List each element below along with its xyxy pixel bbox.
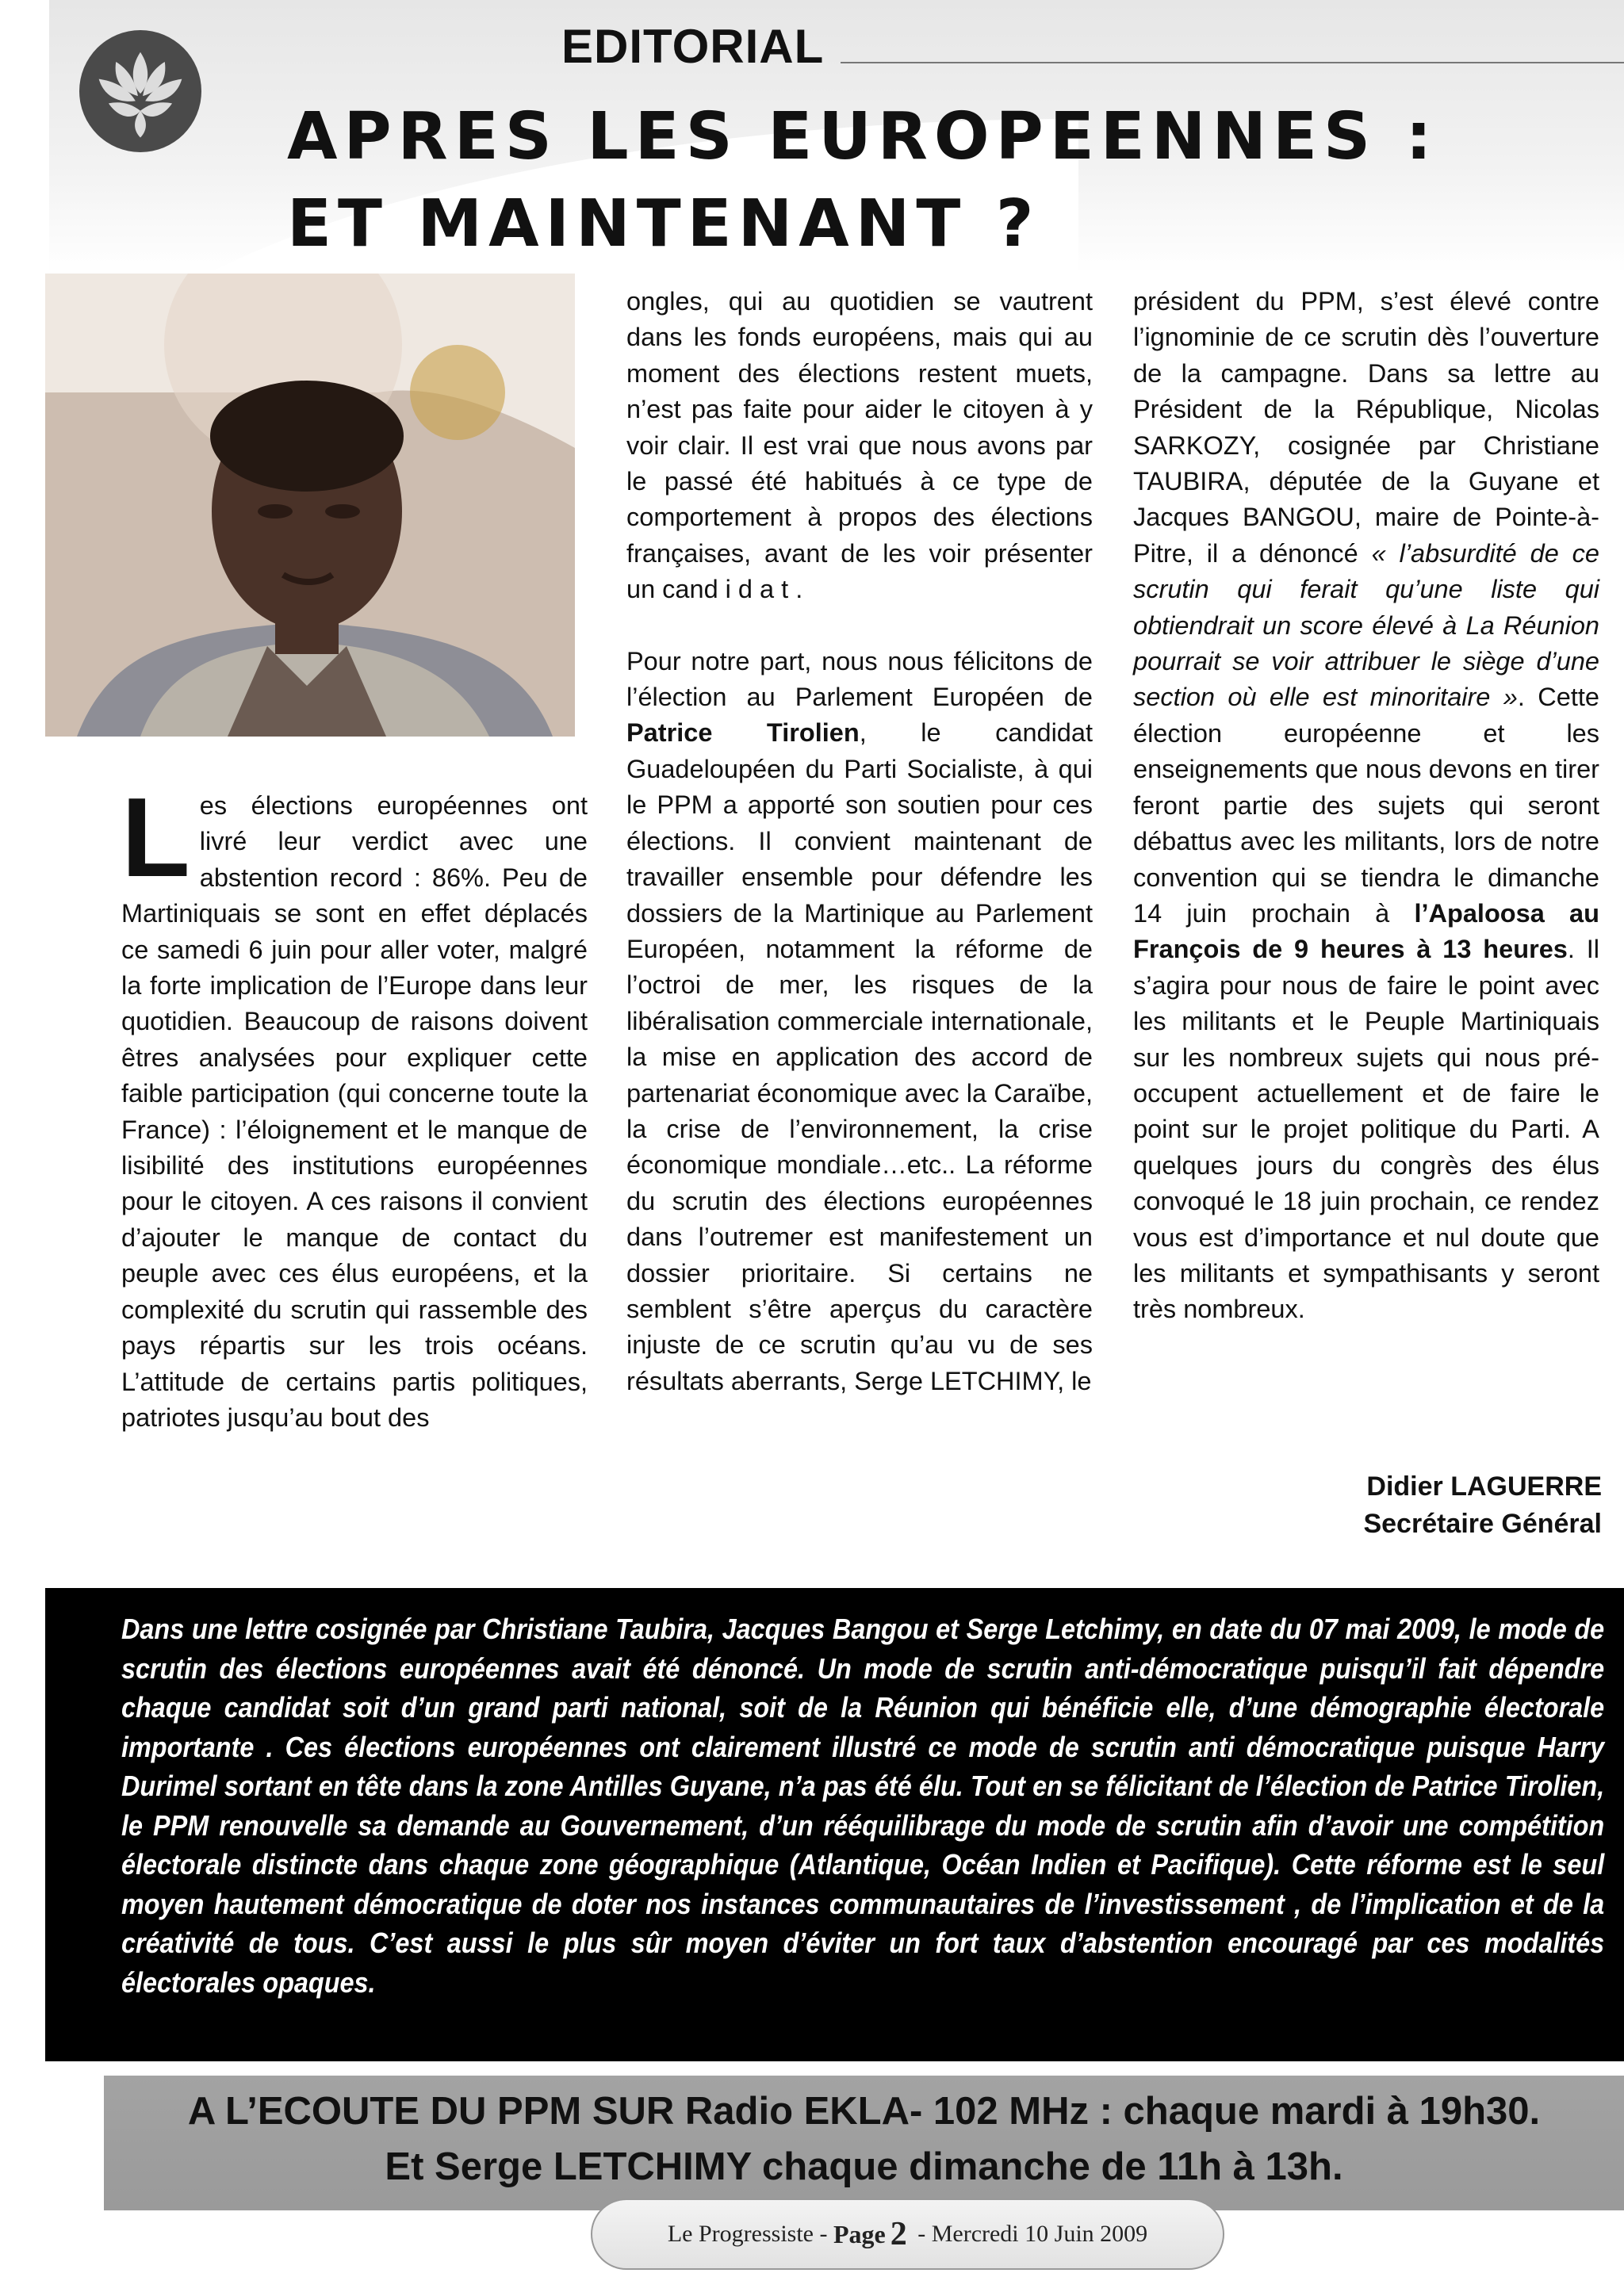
article-text: Pour notre part, nous nous félicitons de l’élection au Parlement Européen de	[626, 646, 1093, 712]
article-paragraph	[626, 644, 1093, 1400]
article-text: es élections européennes ont livré leur verdict avec une abstention record : 86%. Peu de Martiniquais se sont en effet déplacés ce samedi 6 juin pour aller voter, malgré la forte implication de l’Europe dans leur quotidien. Beaucoup de raisons doivent êtres analysées pour expliquer cette faible participation (qui concerne toute la France) : l’éloignement et le manque de lisibilité des institutions européennes pour le citoyen. A ces raisons il convient d’ajouter le manque de contact du peuple avec ces élus européens, et la complexité du scrutin qui rassemble des pays répartis sur les trois océans. L’attitude de certains partis politiques, patriotes jusqu’au bout des	[121, 791, 588, 1432]
highlight-box-text: Dans une lettre cosignée par Christiane Taubira, Jacques Bangou et Serge Letchimy, en date du 07 mai 2009, le mode de scrutin des élections européennes avait été dénoncé. Un mode de scrutin anti-démocratique puisqu’il fait dépendre chaque candidat soit d’un grand parti national, soit de la Réunion qui bénéficie elle, d’une démographie électorale importante . Ces élections européennes ont clairement illustré ce mode de scrutin anti démocratique puisque Harry Durimel sortant en tête dans la zone Antilles Guyane, n’a pas été élu. Tout en se félicitant de l’élection de Patrice Tirolien, le PPM renouvelle sa demande au Gouvernement, d’un rééquilibrage du mode de scrutin afin d’avoir une compétition électorale distincte dans chaque zone géographique (Atlantique, Océan Indien et Pacifique). Cette réforme est le seul moyen hautement démocratique de doter nos instances communautaires de l’investissement , de l’implication et de la créativité de tous. C’est aussi le plus sûr moyen d’éviter un fort taux d’abstention encouragé par ces modalités électorales opaques.	[121, 1613, 1605, 1999]
article-column-3	[1133, 284, 1599, 1328]
radio-banner-line-2: Et Serge LETCHIMY chaque dimanche de 11h à 13h.	[385, 2145, 1343, 2188]
article-text: . Cette élection européenne et les enseignements que nous devons en tirer feront partie des sujets qui seront débattus avec les militants, lors de notre convention qui se tiendra le dimanche 14 juin prochain à	[1133, 683, 1599, 928]
article-quote: « l’absurdité de ce scrutin qui ferait qu’une liste qui obtiendrait un score élevé à La Réunion pourrait se voir attribuer le siège d’une section où elle est minoritaire »	[1133, 538, 1599, 712]
headline-line-2: ET MAINTENANT ?	[287, 186, 1040, 262]
footer-publication: Le Progressiste -	[667, 2221, 833, 2247]
article-column-1	[121, 775, 588, 1436]
footer-page-label: Page	[833, 2219, 886, 2248]
article-text: président du PPM, s’est élevé contre l’ignominie de ce scrutin dès l’ouverture de la campagne. Dans sa lettre au Président de la République, Nicolas SARKOZY, cosignée par Christiane TAUBIRA, députée de la Guyane et Jacques BANGOU, maire de Pointe-à-Pitre, il a dénoncé	[1133, 287, 1599, 568]
header-rule	[841, 62, 1624, 63]
article-paragraph	[626, 284, 1093, 608]
page-footer	[591, 2198, 1224, 2270]
footer-page-number: 2	[890, 2216, 907, 2252]
headline	[287, 94, 1438, 268]
article-emphasis: l’Apaloosa au François de 9 heures à 13 heures	[1133, 898, 1599, 964]
article-column-2	[626, 284, 1093, 1399]
article-paragraph	[121, 775, 588, 1436]
article-text: , le candidat Guadeloupéen du Parti Socialiste, à qui le PPM a apporté son soutien pour ces élections. Il convient maintenant de travailler ensemble pour défendre les dossiers de la Martinique au Parlement Européen, notamment la réforme de l’octroi de mer, les risques de la libéralisation commerciale internationale, la mise en application des accord de partenariat économique avec la Caraïbe, la crise de l’environnement, la crise économique mondiale…etc.. La réforme du scrutin des élections européennes dans l’outremer est manifestement un dossier prioritaire. Si certains ne semblent s’être aperçus du caractère injuste de ce scrutin qu’au vu de ses résultats aberrants, Serge LETCHIMY, le	[626, 718, 1093, 1395]
portrait-photo	[45, 274, 575, 737]
article-emphasis: Patrice Tirolien	[626, 718, 860, 748]
article-text: . Il s’agira pour nous de faire le point avec les militants et le Peuple Martiniquais sur les nombreux sujets qui nous préoccupent actuellement et de faire le point sur le projet politique du Parti. A quelques jours du congrès des élus convoqué le 18 juin prochain, ce rendez vous est d’importance et nul doute que les militants et sympathisants y seront très nombreux.	[1133, 935, 1599, 1324]
drop-cap: L	[121, 775, 190, 901]
footer-date: - Mercredi 10 Juin 2009	[911, 2221, 1148, 2247]
radio-banner-line-1: A L’ECOUTE DU PPM SUR Radio EKLA- 102 MHz : chaque mardi à 19h30.	[187, 2090, 1541, 2133]
article-text: ongles, qui au quotidien se vautrent dans les fonds européens, mais qui au moment des élections restent muets, n’est pas faite pour aider le citoyen à y voir clair. Il est vrai que nous avons par le passé été habitués à ce type de comportement à propos des élections françaises, avant de les voir présenter un cand i d a t .	[626, 287, 1093, 604]
signature	[1363, 1468, 1602, 1543]
article-paragraph	[1133, 284, 1599, 1328]
signature-role: Secrétaire Général	[1363, 1509, 1602, 1539]
paragraph-gap	[626, 608, 1093, 644]
headline-line-1: APRES LES EUROPEENNES :	[287, 99, 1438, 174]
section-label: EDITORIAL	[561, 20, 825, 73]
signature-name: Didier LAGUERRE	[1366, 1471, 1602, 1502]
ppm-flower-logo-icon	[79, 30, 201, 152]
